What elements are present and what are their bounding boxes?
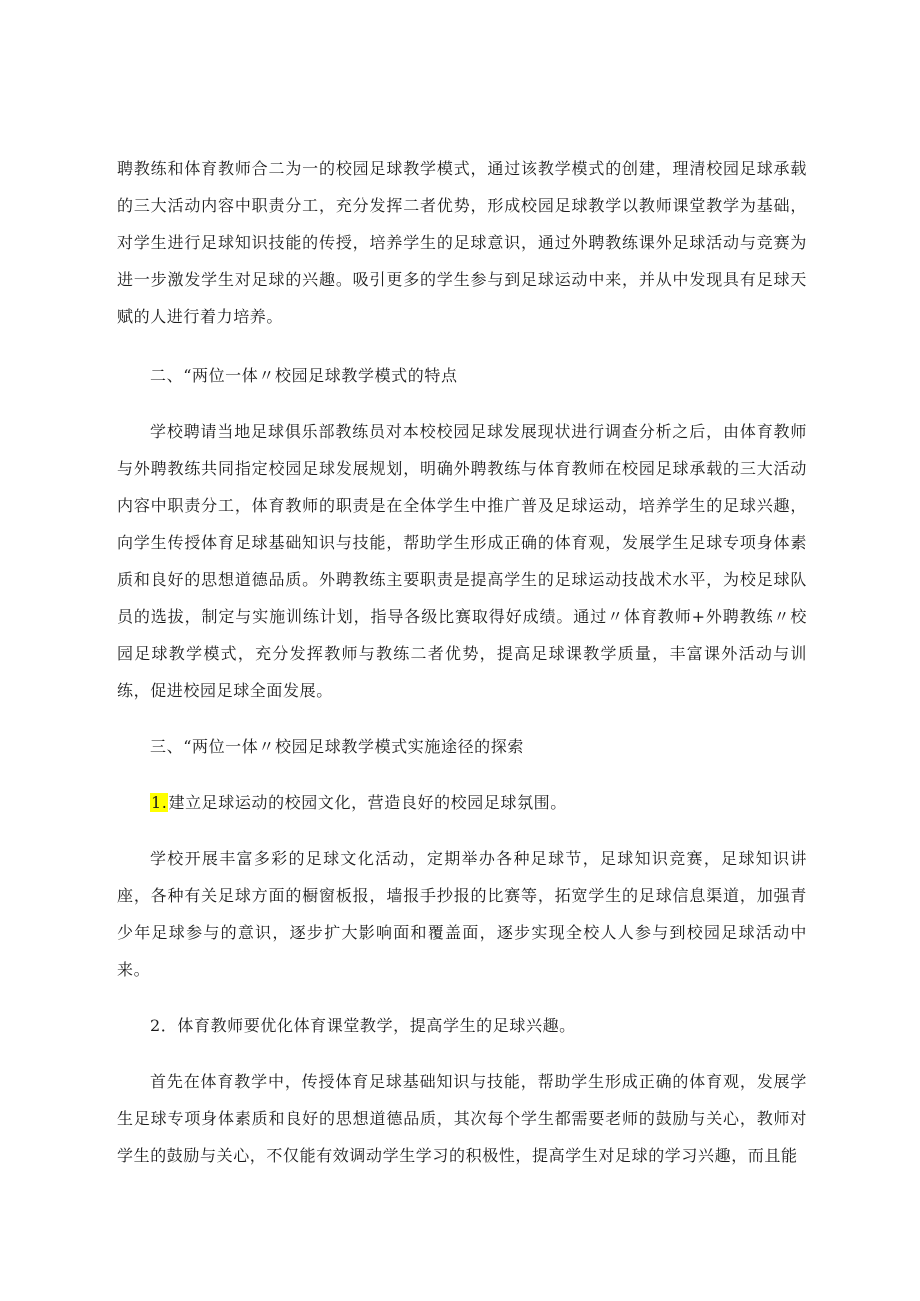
paragraph-section-3-2: 首先在体育教学中，传授体育足球基础知识与技能，帮助学生形成正确的体育观，发展学生足球专项身体素质和良好的思想道德品质，其次每个学生都需要老师的鼓励与关心，教师对学生的鼓励与关心，不仅能有效调动学生学习的积极性，提高学生对足球的学习兴趣，而且能: [117, 1072, 807, 1165]
subheading-1-number: 1.: [151, 793, 168, 812]
subheading-1: [117, 784, 807, 821]
subheading-1-text: 建立足球运动的校园文化，营造良好的校园足球氛围。: [168, 793, 567, 812]
paragraph-intro: 聘教练和体育教师合二为一的校园足球教学模式，通过该教学模式的创建，理清校园足球承载的三大活动内容中职责分工，充分发挥二者优势，形成校园足球教学以教师课堂教学为基础，对学生进行足球知识技能的传授，培养学生的足球意识，通过外聘教练课外足球活动与竞赛为进一步激发学生对足球的兴趣。吸引更多的学生参与到足球运动中来，并从中发现具有足球天赋的人进行着力培养。: [117, 159, 807, 326]
section-heading-2: 二、“两位一体〃校园足球教学模式的特点: [150, 366, 458, 385]
paragraph-section-2: 学校聘请当地足球俱乐部教练员对本校校园足球发展现状进行调查分析之后，由体育教师与外聘教练共同指定校园足球发展规划，明确外聘教练与体育教师在校园足球承载的三大活动内容中职责分工，体育教师的职责是在全体学生中推广普及足球运动，培养学生的足球兴趣，向学生传授体育足球基础知识与技能，帮助学生形成正确的体育观，发展学生足球专项身体素质和良好的思想道德品质。外聘教练主要职责是提高学生的足球运动技战术水平，为校足球队员的选拔，制定与实施训练计划，指导各级比赛取得好成绩。通过〃体育教师+外聘教练〃校园足球教学模式，充分发挥教师与教练二者优势，提高足球课教学质量，丰富课外活动与训练，促进校园足球全面发展。: [117, 422, 807, 700]
paragraph-section-3-1: 学校开展丰富多彩的足球文化活动，定期举办各种足球节，足球知识竞赛，足球知识讲座，各种有关足球方面的橱窗板报，墙报手抄报的比赛等，拓宽学生的足球信息渠道，加强青少年足球参与的意识，逐步扩大影响面和覆盖面，逐步实现全校人人参与到校园足球活动中来。: [117, 849, 807, 979]
subheading-2: 2．体育教师要优化体育课堂教学，提高学生的足球兴趣。: [150, 1016, 576, 1035]
section-heading-3: 三、“两位一体〃校园足球教学模式实施途径的探索: [150, 737, 524, 756]
document-body: [117, 150, 807, 1174]
